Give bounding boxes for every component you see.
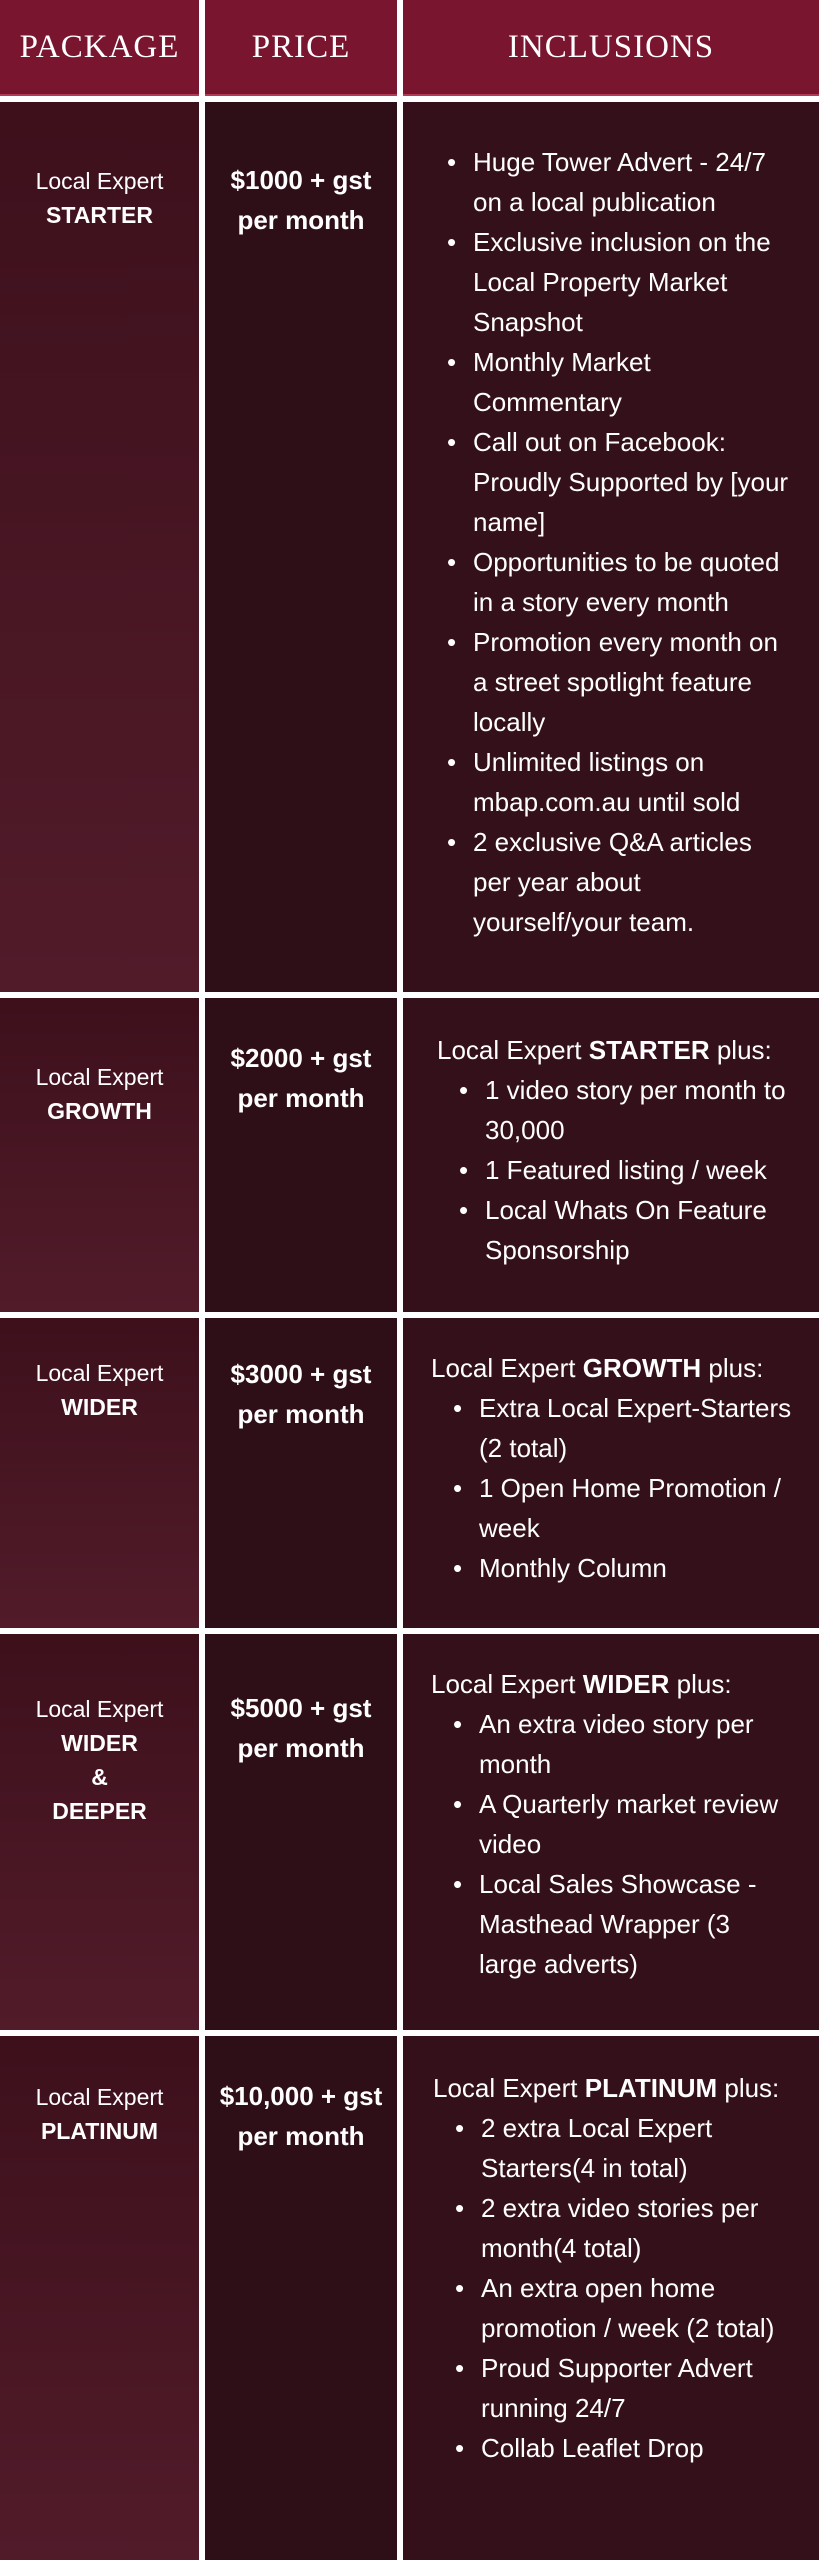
list-item: • 1 Featured listing / week <box>485 1150 793 1190</box>
list-item: • 2 extra video stories per month(4 total) <box>481 2188 793 2268</box>
inclusions-list <box>433 2108 793 2468</box>
price-amount: $10,000 + gst <box>219 2081 383 2111</box>
intro-suffix: plus: <box>709 1035 772 1065</box>
inclusions-list <box>431 1704 793 1984</box>
list-item: • Proud Supporter Advert running 24/7 <box>481 2348 793 2428</box>
price-cell-wider-deeper <box>205 1634 397 2030</box>
inclusions-intro <box>431 1664 793 1704</box>
intro-prefix: Local Expert <box>431 1669 583 1699</box>
inclusions-list <box>431 142 793 942</box>
price-amount: $1000 + gst <box>230 165 372 195</box>
list-item: • Local Whats On Feature Sponsorship <box>485 1190 793 1270</box>
list-item: • 1 Open Home Promotion / week <box>479 1468 793 1548</box>
package-line1: Local Expert <box>35 168 164 194</box>
intro-package: WIDER <box>582 1669 670 1699</box>
inclusions-cell-wider-deeper <box>403 1634 819 2030</box>
price-period: per month <box>237 1733 365 1763</box>
header-price: PRICE <box>205 0 397 96</box>
package-name: STARTER <box>46 202 153 228</box>
package-line1: Local Expert <box>35 2084 164 2110</box>
inclusions-intro <box>437 1030 793 1070</box>
price-period: per month <box>237 1083 365 1113</box>
list-item: • 1 video story per month to 30,000 <box>485 1070 793 1150</box>
list-item: • Local Sales Showcase - Masthead Wrapper (3 large adverts) <box>479 1864 793 1984</box>
list-item: • Opportunities to be quoted in a story every month <box>473 542 793 622</box>
intro-suffix: plus: <box>669 1669 732 1699</box>
inclusions-list <box>431 1388 793 1588</box>
list-item: • Extra Local Expert-Starters (2 total) <box>479 1388 793 1468</box>
list-item: • An extra open home promotion / week (2 total) <box>481 2268 793 2348</box>
intro-prefix: Local Expert <box>431 1353 583 1383</box>
price-cell-platinum <box>205 2036 397 2560</box>
inclusions-cell-wider <box>403 1318 819 1628</box>
inclusions-cell-platinum <box>403 2036 819 2560</box>
package-cell-platinum <box>0 2036 199 2560</box>
package-line1: Local Expert <box>35 1360 164 1386</box>
intro-package: STARTER <box>588 1035 710 1065</box>
price-amount: $5000 + gst <box>230 1693 372 1723</box>
inclusions-cell-starter <box>403 102 819 992</box>
package-name: PLATINUM <box>40 2118 159 2144</box>
list-item: • Monthly Column <box>479 1548 793 1588</box>
list-item: • Collab Leaflet Drop <box>481 2428 793 2468</box>
package-cell-growth <box>0 998 199 1312</box>
list-item: • 2 exclusive Q&A articles per year about yourself/your team. <box>473 822 793 942</box>
package-line1: Local Expert <box>35 1696 164 1722</box>
inclusions-intro <box>433 2068 793 2108</box>
list-item: • An extra video story per month <box>479 1704 793 1784</box>
package-name: WIDER <box>61 1394 138 1420</box>
header-inclusions: INCLUSIONS <box>403 0 819 96</box>
inclusions-cell-growth <box>403 998 819 1312</box>
list-item: • Huge Tower Advert - 24/7 on a local publication <box>473 142 793 222</box>
package-cell-wider-deeper <box>0 1634 199 2030</box>
package-line1: Local Expert <box>35 1064 164 1090</box>
package-cell-wider <box>0 1318 199 1628</box>
list-item: • Exclusive inclusion on the Local Property Market Snapshot <box>473 222 793 342</box>
inclusions-intro <box>431 1348 793 1388</box>
list-item: • A Quarterly market review video <box>479 1784 793 1864</box>
intro-package: PLATINUM <box>584 2073 718 2103</box>
intro-prefix: Local Expert <box>437 1035 589 1065</box>
price-cell-starter <box>205 102 397 992</box>
list-item: • Unlimited listings on mbap.com.au until sold <box>473 742 793 822</box>
header-package: PACKAGE <box>0 0 199 96</box>
price-period: per month <box>237 205 365 235</box>
package-name: GROWTH <box>47 1098 152 1124</box>
price-amount: $3000 + gst <box>230 1359 372 1389</box>
package-name: WIDER & DEEPER <box>52 1730 147 1824</box>
package-cell-starter <box>0 102 199 992</box>
list-item: • 2 extra Local Expert Starters(4 in total) <box>481 2108 793 2188</box>
list-item: • Promotion every month on a street spotlight feature locally <box>473 622 793 742</box>
price-period: per month <box>237 2121 365 2151</box>
price-cell-wider <box>205 1318 397 1628</box>
intro-prefix: Local Expert <box>433 2073 585 2103</box>
inclusions-list <box>437 1070 793 1270</box>
list-item: • Monthly Market Commentary <box>473 342 793 422</box>
price-cell-growth <box>205 998 397 1312</box>
intro-package: GROWTH <box>582 1353 702 1383</box>
list-item: • Call out on Facebook: Proudly Supported by [your name] <box>473 422 793 542</box>
price-amount: $2000 + gst <box>230 1043 372 1073</box>
intro-suffix: plus: <box>717 2073 780 2103</box>
price-period: per month <box>237 1399 365 1429</box>
intro-suffix: plus: <box>701 1353 764 1383</box>
